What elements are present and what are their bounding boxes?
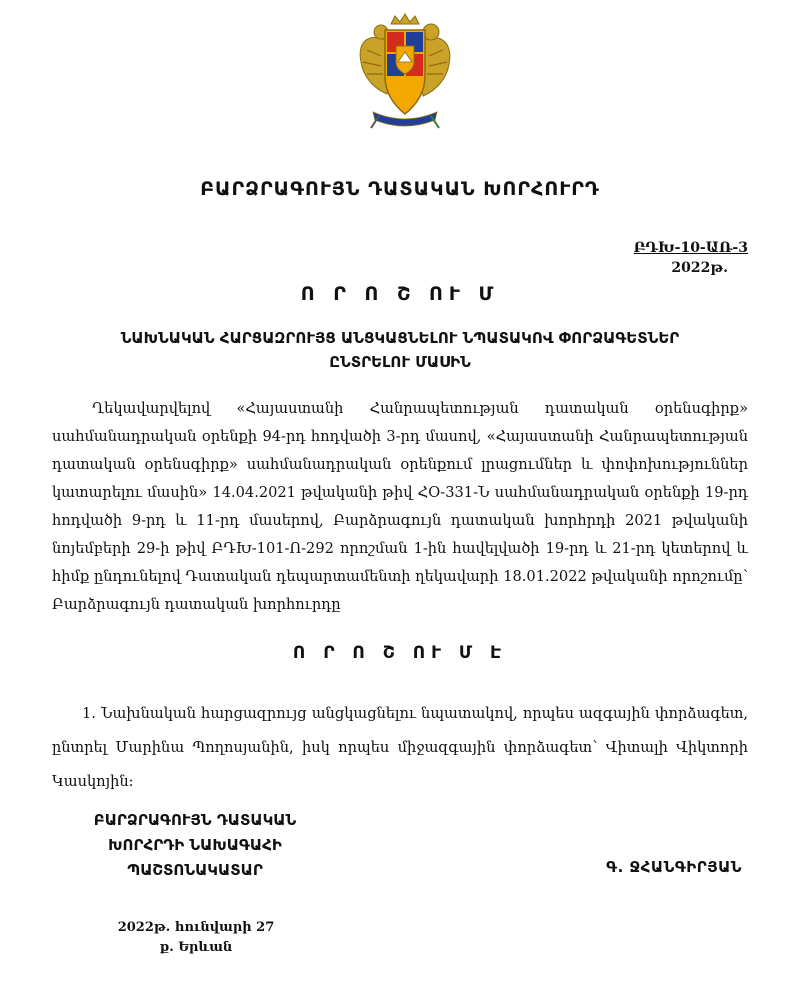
subject-line-1: ՆԱԽՆԱԿԱՆ ՀԱՐՑԱԶՐՈՒՅՑ ԱՆՑԿԱՑՆԵԼՈՒ ՆՊԱՏԱԿՈՎ ՓՈՐՁԱԳԵՏՆԵՐ (120, 329, 680, 347)
decision-city: ք. Երևան (159, 940, 233, 955)
document-number: ԲԴԽ-10-ԱՌ-3 (633, 240, 748, 256)
preamble-paragraph: Ղեկավարվելով «Հայաստանի Հանրապետության դատական օրենսգիրք» սահմանադրական օրենքի 94-րդ հոդվածի 3-րդ մասով, «Հայաստանի Հանրապետության դատական օրենսգիրք» սահմանադրական օրենքում լրացումներ և փոփոխություններ կատարելու մասին» 14.04.2021 թվականի թիվ ՀՕ-331-Ն սահմանադրական օրենքի 19-րդ հոդվածի 9-րդ և 11-րդ մասերով, Բարձրագույն դատական խորհրդի 2021 թվականի նոյեմբերի 29-ի թիվ ԲԴԽ-101-Ո-292 որոշման 1-ին հավելվածի 19-րդ և 21-րդ կետերով և հիմք ընդունելով Դատական դեպարտամենտի ղեկավարի 18.01.2022 թվականի որոշումը՝ Բարձրագույն դատական խորհուրդը (52, 400, 748, 613)
decides-heading: Ո Ր Ո Շ ՈՒ Մ Է (292, 643, 508, 663)
decision-subject (60, 326, 740, 374)
signatory-title-line-1: ԲԱՐՁՐԱԳՈՒՅՆ ԴԱՏԱԿԱՆ (93, 811, 297, 829)
signer-name: Գ. ՋՀԱՆԳԻՐՅԱՆ (606, 858, 742, 876)
decision-item-1: 1. Նախնական հարցազրույց անցկացնելու նպատակով, որպես ազգային փորձագետ, ընտրել Մարինա Պողոսյանին, իսկ որպես միջազգային փորձագետ՝ Վիտալի Վիկտորի Կասկոյին: (52, 705, 748, 790)
subject-line-2: ԸՆՏՐԵԼՈՒ ՄԱՍԻՆ (329, 353, 471, 371)
signatory-title (60, 808, 330, 883)
council-title: ԲԱՐՁՐԱԳՈՒՅՆ ԴԱՏԱԿԱՆ ԽՈՐՀՈՒՐԴ (200, 178, 600, 200)
armenia-coat-of-arms-icon (345, 10, 465, 130)
document-year: 2022թ. (671, 260, 728, 276)
date-place (112, 918, 280, 958)
signatory-title-line-3: ՊԱՇՏՈՆԱԿԱՏԱՐ (127, 861, 263, 879)
decision-date: 2022թ. հունվարի 27 (117, 920, 275, 935)
decision-heading: Ո Ր Ո Շ ՈՒ Մ (300, 283, 500, 305)
signatory-title-line-2: ԽՈՐՀՐԴԻ ՆԱԽԱԳԱՀԻ (108, 836, 282, 854)
